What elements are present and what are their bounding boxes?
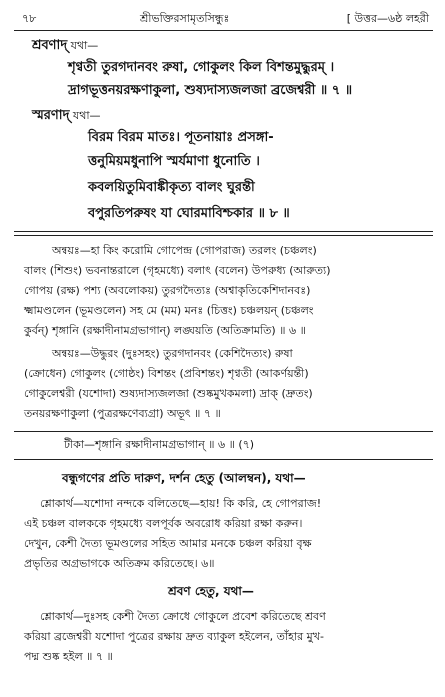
verse-1-line: শৃণ্বতী তুরগদানবং রুষা, গোকুলং কিল বিশন্তমুদ্ধুরম্‌ । xyxy=(68,60,335,75)
verse-2-line: বপুরতিপরুষং যা ঘোরমাবিশ্চকার ॥ ৮ ॥ xyxy=(88,206,290,221)
commentary-para-1-line: দেখুন, কেশী দৈত্য ভূমণ্ডলের সহিত আমার মনকে চঞ্চল করিয়া বৃক্ষ xyxy=(24,537,312,550)
verse-2-label: স্মরণাদ্‌ xyxy=(32,108,70,123)
anvaya-2-line: তনয়রক্ষণাকুলা (পুত্ররক্ষণেব্যগ্রা) অভূৎ ॥ ৭ ॥ xyxy=(24,407,221,420)
commentary-para-2-line: করিয়া ব্রজেশ্বরী যশোদা পুত্রের রক্ষায় দ্রুত ব্যাকুল হইলেন, তাঁহার মুখ- xyxy=(24,630,324,643)
commentary-para-2-line: পদ্ম শুষ্ক হইল ॥ ৭ ॥ xyxy=(24,650,113,663)
verse-2-yatha: যথা— xyxy=(72,109,101,122)
verse-2-line: বিরম বিরম মাতঃ। পূতনায়াঃ প্রসঙ্গা- xyxy=(88,130,274,145)
anvaya-1-line: কুর্বন্‌) শৃঙ্গানি (রক্ষাদীনামগ্রভাগান্‌) লঙ্ঘয়তি (অতিক্রামতি) ॥ ৬ ॥ xyxy=(24,324,306,337)
commentary-para-1-line: প্রভৃতির অগ্রভাগকে অতিক্রম করিতেছে। ৬॥ xyxy=(24,557,215,570)
verse-1-line: দ্রাগভূত্তনয়রক্ষণাকুলা, শুষ্যদাস্যজলজা ব্রজেশ্বরী ॥ ৭ ॥ xyxy=(68,83,353,98)
verse-1-yatha: যথা— xyxy=(70,39,99,52)
section-divider xyxy=(14,231,433,236)
tika-rule-top xyxy=(14,431,433,432)
verse-2-line: ত্তনুমিয়মধুনাপি স্মর্যমাণা ধুনোতি । xyxy=(88,154,260,169)
anvaya-1-line: অন্বয়ঃ—হা কিং করোমি গোপেন্দ্র (গোপরাজ) তরলং (চঞ্চলং) xyxy=(52,244,317,257)
tika-rule-bottom xyxy=(14,459,433,460)
anvaya-1-line: গোপয় (রক্ষ) পশ্য (অবলোকয়) তুরগদৈত্যঃ (অশ্বাকৃতিকেশিদানবঃ) xyxy=(24,284,311,297)
running-title: শ্রীভক্তিরসামৃতসিন্ধুঃ xyxy=(140,12,230,25)
anvaya-1-line: বালং (শিশুং) ভবনান্তরালে (গৃহমধ্যে) বলাৎ (বলেন) উপরুধ্য (আরুত্য) xyxy=(24,264,331,277)
anvaya-1-line: ক্ষ্মামণ্ডলেন (ভূমণ্ডলেন) সহ মে (মম) মনঃ (চিত্তং) চঞ্চলয়ন্‌ (চঞ্চলং xyxy=(24,304,314,317)
anvaya-2-line: অন্বয়ঃ—উদ্ধুরং (দুঃসহং) তুরগদানবং (কেশিদৈত্যং) রুষা xyxy=(52,347,293,360)
section-label: [ উত্তর—৬ষ্ঠ লহরী xyxy=(346,12,429,25)
page-number: ৭৮ xyxy=(22,12,37,25)
header-rule xyxy=(14,30,433,31)
page-header xyxy=(0,8,445,28)
tika: টীকা—শৃঙ্গানি রক্ষাদীনামগ্রভাগান্‌ ॥ ৬ ॥ (৭) xyxy=(64,438,255,451)
commentary-heading: বন্ধুগণের প্রতি দারুণ, দর্শন হেতু (আলম্বন), যথা— xyxy=(62,471,306,485)
commentary-para-1-line: শ্লোকার্থ—যশোদা নন্দকে বলিতেছে—হায়! কি করি, হে গোপরাজ! xyxy=(40,497,322,510)
verse-1-label: শ্রবণাদ্‌ xyxy=(32,38,68,53)
commentary-subheading: শ্রবণ হেতু, যথা— xyxy=(168,584,254,598)
commentary-para-2-line: শ্লোকার্থ—দুঃসহ কেশী দৈত্য ক্রোধে গোকুলে প্রবেশ করিতেছে শ্রবণ xyxy=(40,610,326,623)
anvaya-2-line: গোকুলেশ্বরী (যশোদা) শুষ্যদাস্যজলজা (শুষ্কমুখকমলা) দ্রাক্‌ (দ্রুতং) xyxy=(24,387,313,400)
verse-2-line: কবলয়িতুমিবাঙ্কীকৃত্য বালং ঘুরন্তী xyxy=(88,180,255,195)
commentary-para-1-line: এই চঞ্চল বালককে গৃহমধ্যে বলপূর্বক অবরোধ করিয়া রক্ষা করুন। xyxy=(24,517,303,530)
anvaya-2-line: (ক্রোধেন) গোকুলং (গোষ্ঠং) বিশন্তং (প্রবিশন্তং) শৃণ্বতী (আকর্ণয়ন্তী) xyxy=(24,367,309,380)
